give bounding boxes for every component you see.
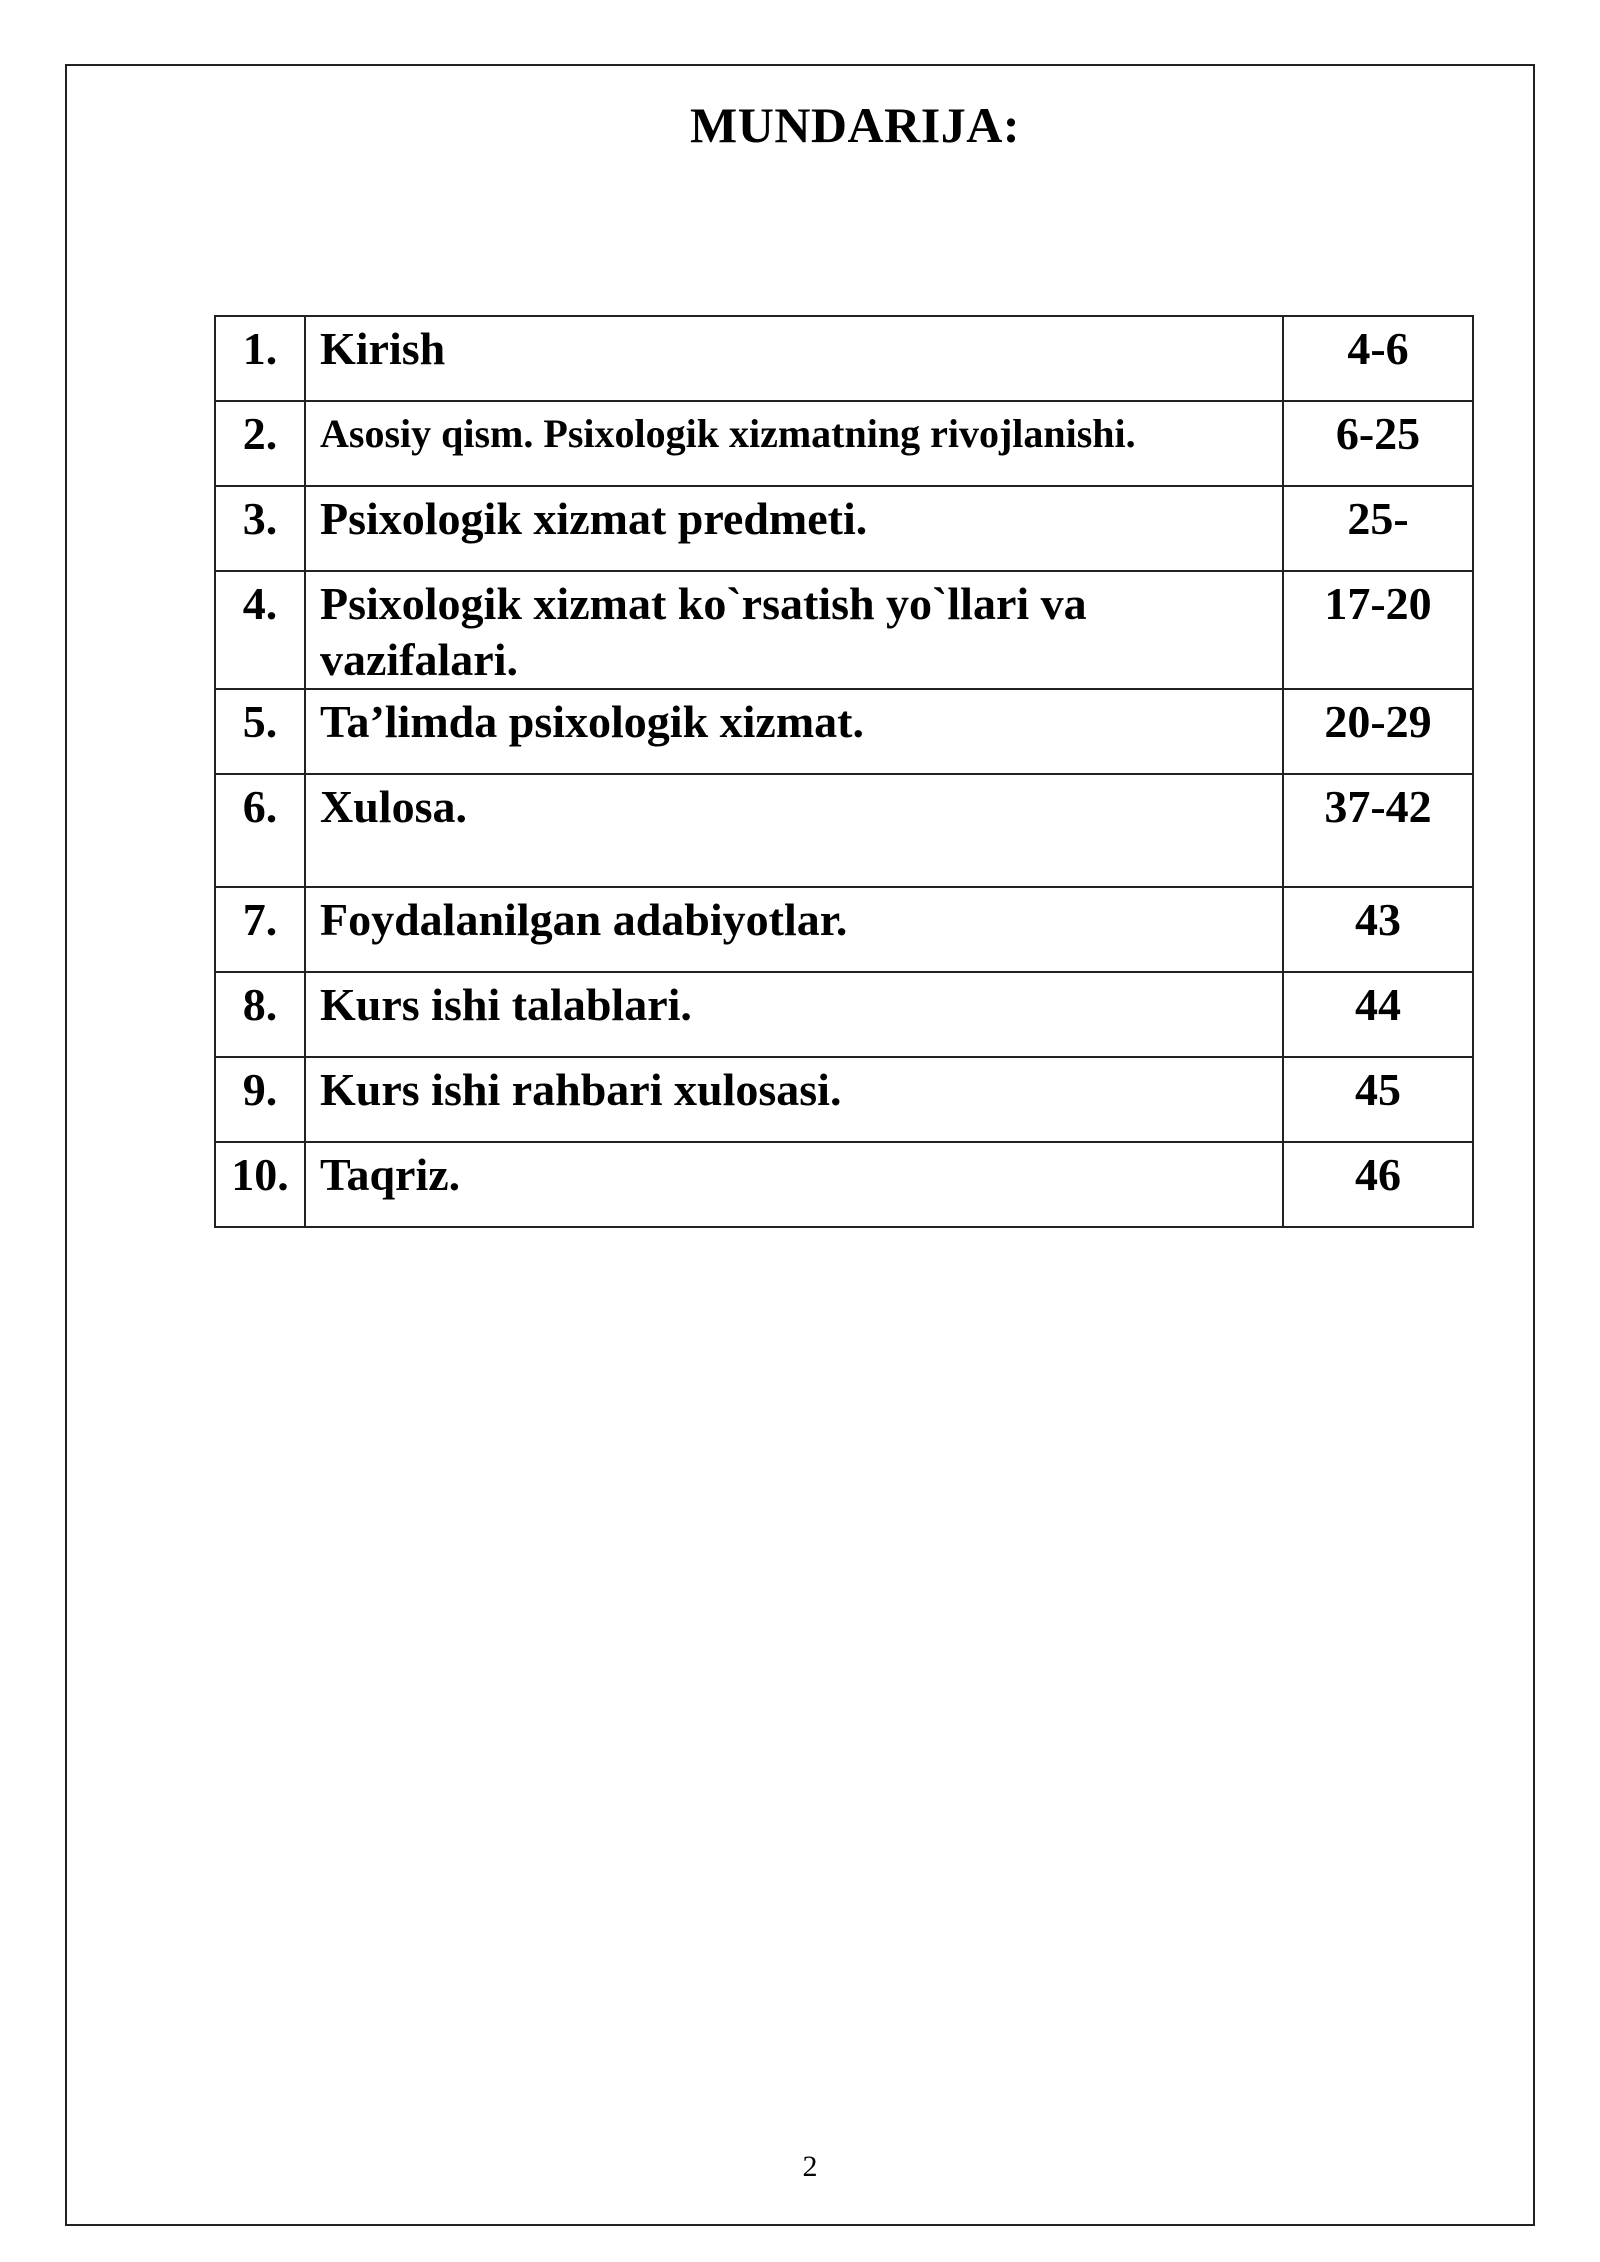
- toc-title: Asosiy qism. Psixologik xizmatning rivojlanishi.: [305, 401, 1283, 486]
- toc-pages: 43: [1283, 887, 1473, 972]
- toc-title: Ta’limda psixologik xizmat.: [305, 689, 1283, 774]
- toc-number: 3.: [215, 486, 305, 571]
- toc-number: 1.: [215, 316, 305, 401]
- toc-pages: 46: [1283, 1142, 1473, 1227]
- toc-number: 8.: [215, 972, 305, 1057]
- table-row: [215, 486, 1473, 571]
- toc-number: 9.: [215, 1057, 305, 1142]
- table-row: [215, 1142, 1473, 1227]
- table-row: [215, 774, 1473, 887]
- toc-pages: 44: [1283, 972, 1473, 1057]
- toc-number: 7.: [215, 887, 305, 972]
- table-row: [215, 972, 1473, 1057]
- table-row: [215, 401, 1473, 486]
- document-title: MUNDARIJA:: [690, 97, 1020, 153]
- table-row: [215, 571, 1473, 689]
- toc-number: 10.: [215, 1142, 305, 1227]
- toc-title: Psixologik xizmat predmeti.: [305, 486, 1283, 571]
- toc-title: Kurs ishi talablari.: [305, 972, 1283, 1057]
- toc-title: Kurs ishi rahbari xulosasi.: [305, 1057, 1283, 1142]
- toc-pages: 45: [1283, 1057, 1473, 1142]
- page-number: 2: [802, 2150, 818, 2183]
- table-row: [215, 316, 1473, 401]
- toc-number: 4.: [215, 571, 305, 689]
- toc-title: Kirish: [305, 316, 1283, 401]
- toc-pages: 25-: [1283, 486, 1473, 571]
- toc-title: Xulosa.: [305, 774, 1283, 887]
- table-row: [215, 1057, 1473, 1142]
- toc-title: Foydalanilgan adabiyotlar.: [305, 887, 1283, 972]
- toc-pages: 20-29: [1283, 689, 1473, 774]
- table-of-contents: [214, 315, 1474, 1228]
- toc-number: 6.: [215, 774, 305, 887]
- toc-pages: 4-6: [1283, 316, 1473, 401]
- table-row: [215, 887, 1473, 972]
- toc-title: Psixologik xizmat ko`rsatish yo`llari va vazifalari.: [305, 571, 1283, 689]
- table-row: [215, 689, 1473, 774]
- toc-number: 2.: [215, 401, 305, 486]
- toc-pages: 37-42: [1283, 774, 1473, 887]
- toc-number: 5.: [215, 689, 305, 774]
- toc-title: Taqriz.: [305, 1142, 1283, 1227]
- toc-pages: 17-20: [1283, 571, 1473, 689]
- toc-pages: 6-25: [1283, 401, 1473, 486]
